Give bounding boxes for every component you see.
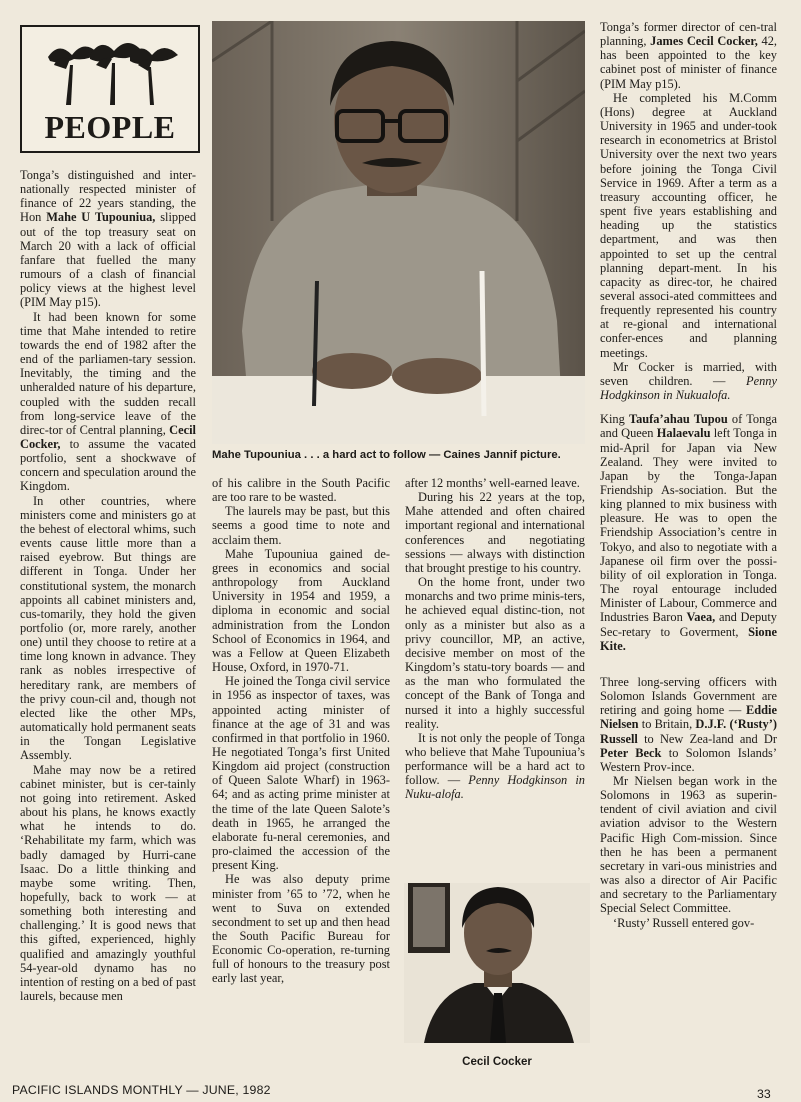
person-name: Taufa’ahau Tupou — [628, 412, 728, 427]
section-title: PEOPLE — [44, 109, 176, 145]
paragraph: Mahe Tupouniua gained de-grees in economics and social anthropology from Auckland University in 1954 and 1959, a diploma in economic and social administration from the London School of Economics in 1964, and was a Fellow at Queen Elizabeth House, Oxford, in 1970-71. — [212, 546, 390, 675]
paragraph: He completed his M.Comm (Hons) degree at Auckland University in 1965 and under-took research in econometrics at Bristol University over the next two years before joining the Tonga Civil Service in 1969. After a term as a treasury accounting officer, he spent five years establishing and heading up the statistics department, and was then appointed to set up the central planning depart-ment. In his capacity as direc-tor, he chaired several associ-ated committees and frequently represented his country at re-gional and international confer-ences and planning meetings. — [600, 90, 777, 360]
person-name: Mahe U Tupouniua, — [46, 210, 156, 225]
paragraph: Mahe may now be a retired cabinet minister, but is cer-tainly not going into retirement. Asked about his plans, he knows exactly what he intends to do. ‘Rehabilitate my farm, which was badly damaged by Hurri-cane Isaac. Do a little thinking and maybe some writing. Then, hopefully, back to work — at something both interesting and challenging.’ It is good news that this gifted, experienced, highly qualified and amazingly youthful 54-year-old dynamo has no intention of resting on a bed of past laurels, because men — [20, 762, 196, 1004]
person-name: Eddie Nielsen — [600, 703, 777, 732]
paragraph: It is not only the people of Tonga who believe that Mahe Tupouniua’s performance will be a hard act to follow. — Penny Hodgkinson in Nuku-alofa. — [405, 730, 585, 802]
spacer — [600, 653, 777, 675]
section-header-box — [20, 25, 200, 153]
person-name: D.J.F. (‘Rusty’) Russell — [600, 717, 777, 746]
paragraph: Tonga’s former director of cen-tral planning, James Cecil Cocker, 42, has been appointed to the key cabinet post of minister of finance (PIM May p15). — [600, 20, 777, 91]
article-column-1 — [20, 168, 196, 1003]
paragraph: During his 22 years at the top, Mahe attended and often chaired important regional and international conferences and negotiating sessions — always with distinction that brought prestige to his country. — [405, 490, 585, 575]
paragraph: Mr Cocker is married, with seven children. — Penny Hodgkinson in Nukualofa. — [600, 359, 777, 403]
byline: Penny Hodgkinson in Nukualofa. — [600, 373, 777, 403]
article-column-4 — [600, 20, 777, 930]
paragraph: In other countries, where ministers come and ministers go at the behest of electoral whims, such events cause little more than a raised eyebrow. But things are different in Tonga. Under her constitutional system, the monarch appoints all cabinet ministers and, cus-tomarily, they hold the given portfolio (or, more rarely, another one) until they choose to retire at a time long known in advance. They rank as nobles irrespective of hereditary rank, are members of the privy coun-cil and, though not elected like the other MPs, automatically hold permanent seats in the Tongan Legislative Assembly. — [20, 493, 196, 763]
person-name: James Cecil Cocker, — [650, 34, 758, 49]
paragraph: Three long-serving officers with Solomon Islands Government are retiring and going home — Eddie Nielsen to Britain, D.J.F. (‘Rusty’) Russell to New Zea-land and Dr Peter Beck to Solomon Islands’ Western Prov-ince. — [600, 674, 777, 774]
paragraph: Mr Nielsen began work in the Solomons in 1963 as superin-tendent of civil aviation and civil aviation advisor to the Western Pacific High Com-mission. Since then he has been a permanent secretary in vari-ous ministries and was also a director of Air Pacific and secretary to the Parliamentary Special Select Committee. — [600, 773, 777, 916]
main-photo-caption: Mahe Tupouniua . . . a hard act to follow — Caines Jannif picture. — [212, 449, 561, 461]
main-photo — [212, 21, 585, 444]
paragraph: The laurels may be past, but this seems a good time to note and acclaim them. — [212, 504, 390, 547]
person-name: Vaea, — [686, 610, 716, 625]
person-name: Halaevalu — [656, 426, 711, 441]
person-name: Cecil Cocker, — [20, 422, 196, 451]
paragraph: ‘Rusty’ Russell entered gov- — [613, 915, 755, 930]
spacer — [600, 402, 777, 412]
paragraph: It had been known for some time that Mahe intended to retire towards the end of 1982 after the end of the parliamen-tary session. Inevitably, the timing and the unheralded nature of his departure, coupled with the sudden recall from long-service leave of the direc-tor of Central planning, Cecil Cocker, to assume the vacated portfolio, sent a shockwave of concern and speculation around the Kingdom. — [20, 309, 196, 494]
paragraph: after 12 months’ well-earned leave. — [405, 476, 580, 490]
paragraph: Tonga’s distinguished and inter-nationally respected minister of finance of 22 years standing, the Hon Mahe U Tupouniua, slipped out of the top treasury seat on March 20 with a lack of official fanfare that fuelled the many rumours of a clash of financial policy views at the highest level (PIM May p15). — [20, 168, 197, 310]
small-photo-caption: Cecil Cocker — [462, 1056, 532, 1068]
paragraph: On the home front, under two monarchs and two prime minis-ters, he achieved equal distinc-tion, not only as a minister but also as a privy councillor, MP, an active, decisive member on most of the Kingdom’s statu-tory boards — and as the man who formulated the concept of the Bank of Tonga and nursed it into a highly successful reality. — [405, 575, 585, 731]
cecil-cocker-photo — [404, 883, 590, 1043]
paragraph: King Taufa’ahau Tupou of Tonga and Queen Halaevalu left Tonga in mid-April for Japan via New Zealand. They were invited to Japan by the Tonga-Japan Friendship As-sociation. But the king planned to mix business with pleasure. He was to open the Friendship Association’s centre in Tokyo, and also to negotiate with a Japanese oil firm over the possi-bility of oil exploration in Tonga. The royal entourage included Minister of Labour, Commerce and Industries Baron Vaea, and Deputy Sec-retary to Goverment, Sione Kite. — [600, 412, 777, 653]
article-column-3 — [405, 476, 585, 802]
paragraph: He was also deputy prime minister from ’65 to ’72, when he went to Suva on extended secondment to set up and then head the South Pacific Bureau for Economic Co-operation, re-turning full of honours to the treasury post early last year, — [212, 872, 390, 986]
person-name: Sione Kite. — [600, 624, 777, 653]
article-column-2 — [212, 476, 390, 986]
palm-trees-icon — [44, 35, 180, 107]
page-number: 33 — [757, 1087, 771, 1101]
person-name: Peter Beck — [600, 745, 662, 760]
paragraph: of his calibre in the South Pacific are too rare to be wasted. — [212, 476, 390, 505]
byline: Penny Hodgkinson in Nuku-alofa. — [405, 773, 585, 802]
paragraph: He joined the Tonga civil service in 1956 as inspector of taxes, was appointed acting minister of finance at the age of 31 and was confirmed in that portfolio in 1960. He negotiated Tonga’s first United Kingdom aid project (construction of Queen Salote Wharf) in 1963-64; and as acting prime minister at the time of the late Queen Salote’s death in 1965, he arranged the elaborate fu-neral ceremonies, and pro-claimed the accession of the present King. — [212, 674, 390, 873]
footer-publication: PACIFIC ISLANDS MONTHLY — JUNE, 1982 — [12, 1083, 271, 1097]
